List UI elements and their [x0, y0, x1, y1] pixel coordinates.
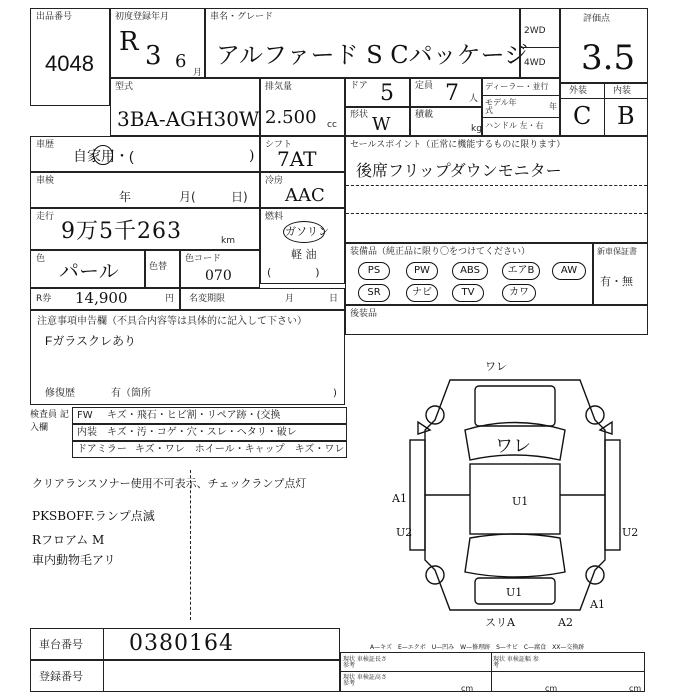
notes-value: Fガラスクレあり — [45, 334, 136, 348]
shape-label: 形状 — [350, 110, 369, 120]
lot-number-label: 出品番号 — [36, 12, 73, 22]
first-registration-era: R — [119, 27, 139, 57]
mark-wa-front: ワレ — [485, 360, 507, 373]
drive-4wd: 4WD — [524, 58, 546, 68]
car-damage-diagram — [390, 360, 640, 630]
fuel-cell — [260, 208, 345, 284]
model-name: アルファード S Cパッケージ — [216, 41, 529, 69]
history-label: 車歴 — [36, 140, 55, 150]
load-cell — [410, 107, 482, 136]
equip-leather: カワ — [502, 284, 536, 302]
dealer-cell — [482, 78, 560, 136]
notes-cell — [30, 310, 345, 405]
first-registration-label: 初度登録年月 — [115, 12, 170, 22]
check-row-interior-text: キズ・汚・コゲ・穴・スレ・ヘタリ・破レ — [107, 427, 297, 438]
notes-label: 注意事項申告欄（不具合内容等は具体的に記入して下さい） — [37, 316, 307, 327]
shift-value: 7AT — [277, 147, 317, 171]
score-cell — [560, 8, 648, 83]
load-unit: kg — [471, 124, 482, 134]
capacity-unit: 人 — [469, 94, 479, 104]
fuel-value: ガソリン — [285, 226, 329, 238]
mark-scratch-rear: スリA — [485, 616, 515, 629]
mileage-unit: km — [221, 236, 235, 246]
first-registration-month: 6 — [175, 51, 187, 72]
aftermarket-label: 後装品 — [350, 309, 378, 319]
mileage-label: 走行 — [36, 212, 55, 222]
equip-abs: ABS — [452, 262, 488, 280]
shift-cell — [260, 136, 345, 172]
warranty-label: 新車保証書 — [597, 247, 637, 256]
inspector-notes — [30, 470, 350, 620]
doors-label: ドア — [350, 81, 368, 91]
mark-a2-rear: A2 — [558, 616, 573, 629]
inspector-note-3: Rフロアム M — [32, 533, 105, 547]
recycle-fee-value: 14,900 — [75, 289, 128, 307]
equip-aw: AW — [552, 262, 586, 280]
model-cell — [205, 8, 529, 78]
type-value: 3BA-AGH30W — [117, 107, 260, 131]
inspector-label: 検査員 記入欄 — [30, 410, 69, 433]
color-code-label: 色コード — [185, 254, 222, 264]
registration-cell — [30, 660, 340, 692]
doors-value: 5 — [380, 81, 394, 106]
inspector-note-2: PKSBOFF.ランプ点滅 — [32, 509, 155, 523]
equip-airbag: エアB — [502, 262, 540, 280]
repair-label: 修復歴 — [45, 388, 75, 399]
exterior-grade: C — [573, 102, 592, 130]
check-row-fw-text: キズ・飛石・ヒビ割・リペア跡・(交換 — [107, 410, 281, 421]
history-cell — [30, 136, 260, 172]
dim-height-label: 現状 車検証高さ 参考 — [343, 674, 387, 687]
inspection-month: 月( — [179, 190, 196, 204]
sales-point-label: セールスポイント（正常に機能するものに限ります） — [350, 140, 566, 150]
first-registration-year: 3 — [145, 41, 162, 71]
inspector-note-4: 車内動物毛アリ — [32, 553, 116, 567]
check-row-fw — [72, 407, 347, 424]
check-row-interior-head: 内装 — [77, 427, 97, 438]
equip-ps: PS — [358, 262, 390, 280]
warranty-cell — [593, 243, 648, 305]
recycle-fee-unit: 円 — [165, 294, 175, 304]
equip-pw: PW — [406, 262, 438, 280]
shape-value: W — [372, 114, 391, 135]
mark-u1-rear: U1 — [506, 586, 523, 599]
aircon-value: AAC — [285, 185, 325, 206]
lot-number-value: 4048 — [45, 51, 94, 76]
equipment-cell — [345, 243, 593, 305]
dim-width-label: 現状 車検証幅 参考 — [493, 656, 539, 669]
sales-point-value: 後席フリップダウンモニター — [356, 161, 562, 180]
check-row-mirror-text: キズ・ワレ ホイール・キャップ キズ・ワレ — [135, 444, 345, 455]
dim-length-label: 現状 車検証長さ 参考 — [343, 656, 387, 669]
score-label: 評価点 — [583, 14, 611, 24]
dim-cm-3: cm — [629, 684, 642, 693]
displacement-unit: cc — [327, 120, 337, 130]
interior-grade: B — [617, 102, 635, 130]
check-row-mirror-head: ドアミラー — [77, 444, 127, 455]
dim-cm-2: cm — [545, 684, 558, 693]
equip-sr: SR — [358, 284, 390, 302]
history-close: ) — [249, 148, 255, 164]
registration-label: 登録番号 — [39, 670, 83, 683]
name-change-day: 日 — [329, 294, 339, 304]
color-code-cell — [180, 250, 260, 288]
equip-tv: TV — [452, 284, 484, 302]
score-value: 3.5 — [581, 38, 636, 78]
color-value: パール — [59, 259, 119, 283]
repair-close: ) — [333, 388, 337, 399]
capacity-value: 7 — [445, 81, 459, 106]
mark-wa-windshield: ワレ — [495, 436, 531, 457]
mileage-cell — [30, 208, 260, 250]
recycle-fee-cell — [30, 288, 180, 310]
fuel-paren: ( ) — [267, 266, 320, 279]
interior-label: 内装 — [613, 86, 632, 96]
first-registration-month-unit: 月 — [193, 68, 203, 78]
fuel-label: 燃料 — [265, 212, 284, 222]
dealer-label: ディーラー・並行 — [485, 82, 549, 91]
dimension-table — [340, 652, 645, 692]
history-value: 自家用・( — [73, 148, 134, 164]
mark-u2-left: U2 — [396, 526, 413, 539]
check-row-mirror — [72, 441, 347, 458]
model-label: 車名・グレード — [210, 12, 274, 22]
private-use-circle — [93, 145, 113, 165]
chassis-label: 車台番号 — [39, 638, 83, 651]
capacity-cell — [410, 78, 482, 107]
inspector-note-1: クリアランスソナー使用不可表示、チェックランプ点灯 — [32, 477, 307, 490]
mileage-value: 9万5千263 — [61, 219, 182, 244]
grade-cell — [560, 83, 648, 136]
color-change-cell — [145, 250, 180, 288]
dim-cm-1: cm — [461, 684, 474, 693]
warranty-value: 有・無 — [600, 275, 633, 288]
recycle-fee-label: R券 — [36, 294, 52, 304]
mark-a1-rear: A1 — [590, 598, 605, 611]
exterior-label: 外装 — [569, 86, 588, 96]
doors-cell — [345, 78, 410, 107]
inspection-label: 車検 — [36, 176, 55, 186]
aircon-label: 冷房 — [265, 176, 284, 186]
sales-point-cell — [345, 136, 648, 243]
aircon-cell — [260, 172, 345, 208]
chassis-value: 0380164 — [129, 631, 234, 656]
displacement-cell — [260, 78, 345, 136]
color-code-value: 070 — [205, 268, 232, 284]
mark-u2-right: U2 — [622, 526, 639, 539]
inspection-year: 年 — [119, 190, 132, 204]
gasoline-circle — [283, 221, 325, 243]
model-year-label: モデル年式 — [485, 98, 517, 115]
handle-label: ハンドル 左・右 — [485, 121, 544, 130]
aftermarket-cell — [345, 305, 648, 335]
drive-cell — [520, 8, 560, 78]
drive-2wd: 2WD — [524, 26, 546, 36]
displacement-label: 排気量 — [265, 82, 293, 92]
color-cell — [30, 250, 145, 288]
damage-legend: A—キズ E—エクボ U—凹み W—修理跡 S—サビ C—腐食 XX—交換跡 — [370, 644, 585, 651]
shape-cell — [345, 107, 410, 136]
color-change-label: 色替 — [149, 262, 168, 272]
shift-label: シフト — [265, 140, 293, 150]
equipment-label: 装備品（純正品に限り〇をつけてください） — [350, 247, 531, 257]
equip-navi: ナビ — [406, 284, 438, 302]
load-label: 積載 — [415, 110, 434, 120]
check-row-fw-head: FW — [77, 410, 93, 421]
type-label: 型式 — [115, 82, 134, 92]
name-change-label: 名変期限 — [189, 294, 226, 304]
chassis-cell — [30, 628, 340, 660]
first-registration-cell — [110, 8, 205, 78]
displacement-value: 2.500 — [265, 107, 317, 128]
type-cell — [110, 78, 260, 136]
name-change-cell — [180, 288, 345, 310]
capacity-label: 定員 — [415, 81, 434, 91]
name-change-month: 月 — [285, 294, 295, 304]
repair-value: 有（箇所 — [111, 388, 151, 399]
inspection-cell — [30, 172, 260, 208]
check-row-interior — [72, 424, 347, 441]
fuel-alt: 軽 油 — [291, 248, 317, 261]
lot-number-cell — [30, 8, 110, 106]
inspection-day: 日) — [231, 190, 248, 204]
mark-u1-roof: U1 — [512, 495, 529, 508]
color-label: 色 — [36, 254, 46, 264]
model-year-unit: 年 — [549, 102, 557, 111]
mark-a1-left: A1 — [392, 492, 407, 505]
